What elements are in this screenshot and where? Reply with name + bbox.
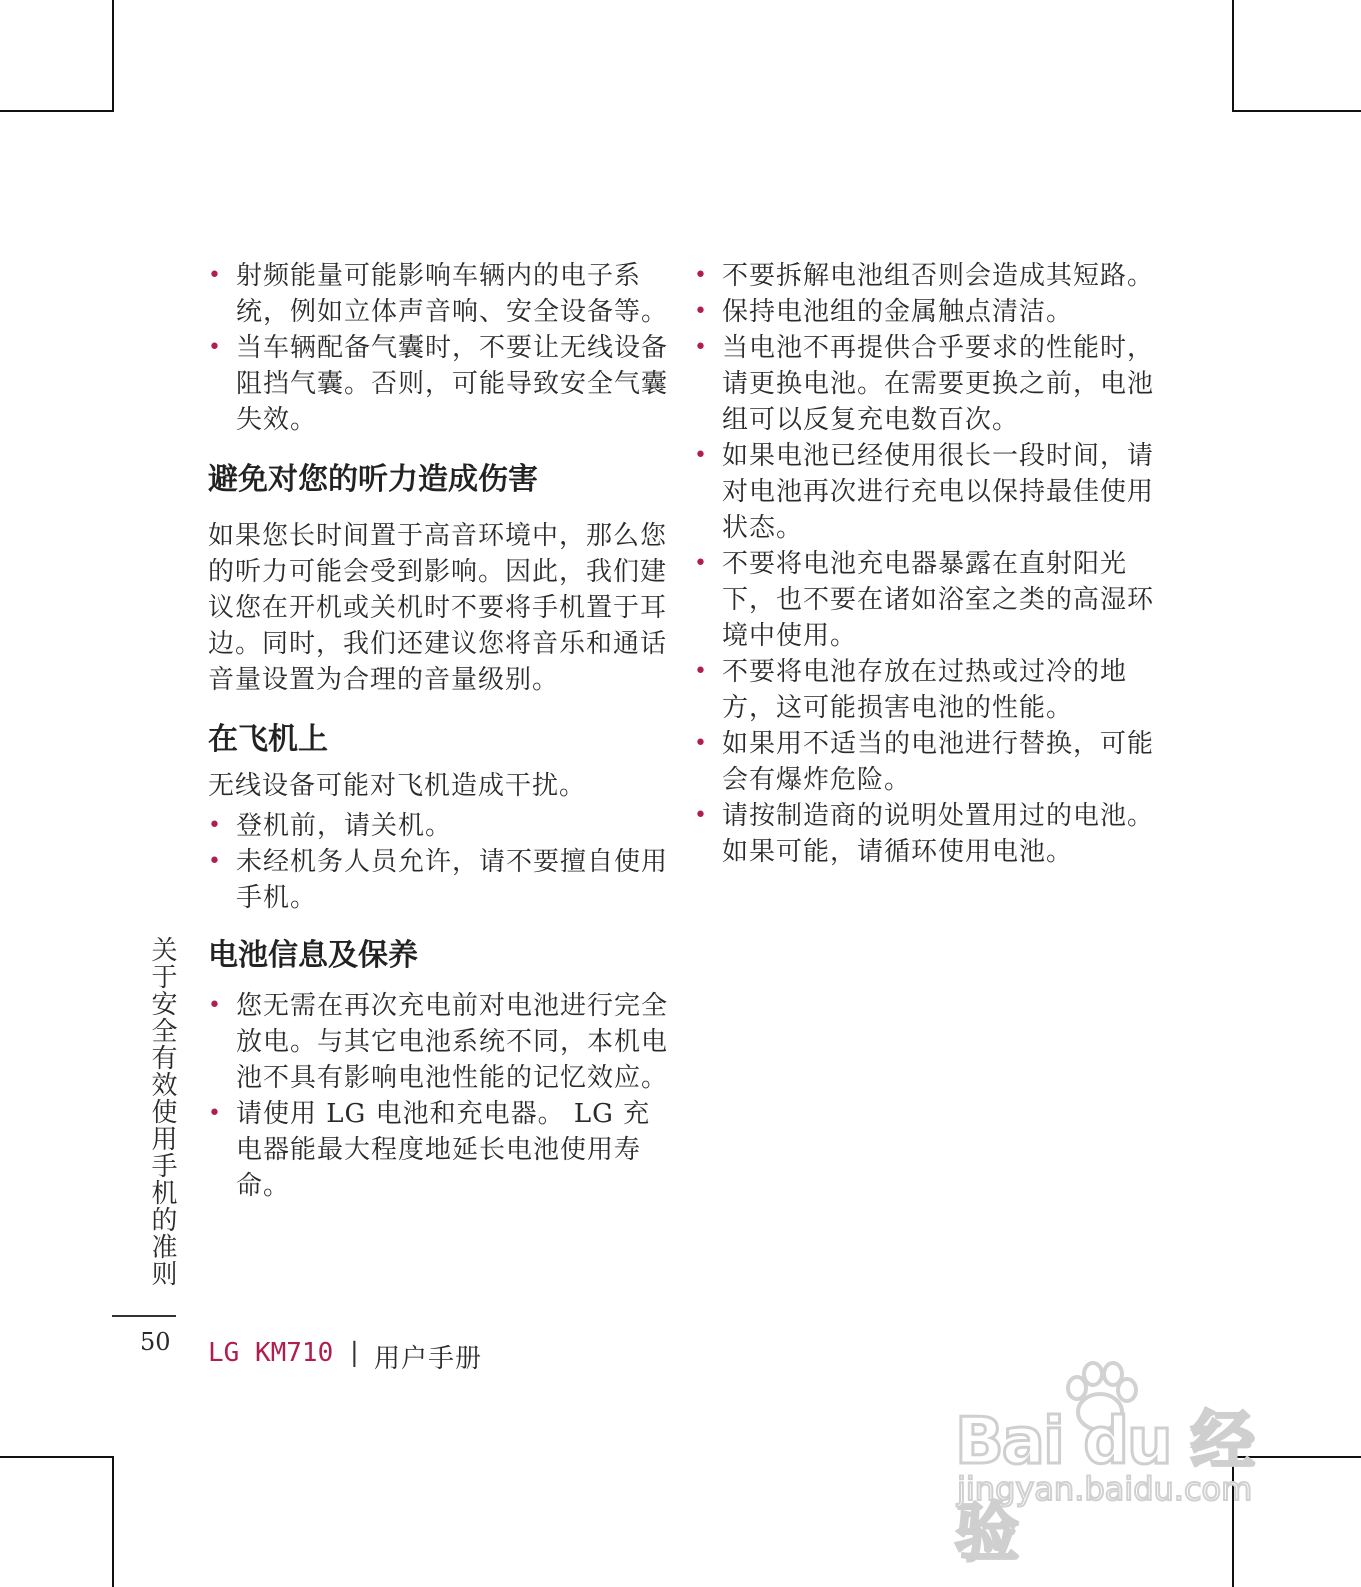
list-item-text: 不要将电池存放在过热或过冷的地方，这可能损害电池的性能。 [722,657,1128,723]
list-item [694,330,1154,438]
bullet-icon: • [208,263,222,288]
list-item-text: 未经机务人员允许，请不要擅自使用手机。 [236,847,669,913]
crop-mark-top-left-h [0,110,113,112]
bullet-icon: • [208,849,222,874]
list-item [208,1096,668,1204]
crop-mark-bottom-left-h [0,1456,113,1458]
list-item [694,438,1154,546]
bullet-icon: • [694,803,708,828]
list-item-text: 当车辆配备气囊时，不要让无线设备阻挡气囊。否则，可能导致安全气囊失效。 [236,333,669,435]
crop-mark-top-right-v [1232,0,1234,112]
list-item-text: 不要拆解电池组否则会造成其短路。 [722,261,1155,291]
aircraft-paragraph: 无线设备可能对飞机造成干扰。 [208,771,587,801]
list-item-text: 如果电池已经使用很长一段时间，请对电池再次进行充电以保持最佳使用状态。 [722,441,1155,543]
bullet-icon: • [208,335,222,360]
bullet-icon: • [694,551,708,576]
bullet-icon: • [208,1101,222,1126]
list-item [694,258,1154,294]
list-item [694,546,1154,654]
list-item [694,654,1154,726]
list-item-text: 保持电池组的金属触点清洁。 [722,297,1074,327]
bullet-icon: • [208,813,222,838]
footer-separator: | [350,1338,359,1368]
crop-mark-top-left-v [112,0,114,112]
list-item-text: 登机前，请关机。 [236,811,453,841]
list-item-text: 您无需在再次充电前对电池进行完全放电。与其它电池系统不同，本机电池不具有影响电池性能的记忆效应。 [236,991,669,1093]
list-item-text: 不要将电池充电器暴露在直射阳光下，也不要在诸如浴室之类的高湿环境中使用。 [722,549,1155,651]
list-item [694,798,1154,870]
list-item-text: 请按制造商的说明处置用过的电池。如果可能，请循环使用电池。 [722,801,1155,867]
page-number: 50 [140,1328,171,1356]
section-heading-hearing: 避免对您的听力造成伤害 [208,462,538,497]
hearing-paragraph: 如果您长时间置于高音环境中，那么您的听力可能会受到影响。因此，我们建议您在开机或关机时不要将手机置于耳边。同时，我们还建议您将音乐和通话音量设置为合理的音量级别。 [208,521,668,695]
bullet-icon: • [694,299,708,324]
aircraft-bullet-list [208,808,668,916]
intro-bullet-list [208,258,668,438]
list-item-text: 请使用 LG 电池和充电器。 LG 充电器能最大程度地延长电池使用寿命。 [236,1099,651,1201]
list-item-text: 如果用不适当的电池进行替换，可能会有爆炸危险。 [722,729,1155,795]
battery-care-bullet-list [694,258,1154,870]
list-item-text: 射频能量可能影响车辆内的电子系统，例如立体声音响、安全设备等。 [236,261,669,327]
battery-bullet-list [208,988,668,1204]
bullet-icon: • [694,659,708,684]
sidebar-divider [112,1315,176,1317]
list-item [208,988,668,1096]
baidu-watermark [955,1360,1285,1571]
list-item-text: 当电池不再提供合乎要求的性能时，请更换电池。在需要更换之前，电池组可以反复充电数百次。 [722,333,1155,435]
crop-mark-top-right-h [1232,110,1361,112]
bullet-icon: • [694,263,708,288]
crop-mark-bottom-left-v [112,1456,114,1587]
list-item [208,844,668,916]
section-heading-aircraft: 在飞机上 [208,722,328,757]
bullet-icon: • [694,335,708,360]
watermark-url: jingyan.baidu.com [957,1470,1253,1508]
list-item [694,294,1154,330]
watermark-logo-text: Bai du 经验 [955,1405,1253,1571]
list-item [208,808,668,844]
sidebar-section-title: 关于安全有效使用手机的准则 [147,936,177,1287]
left-column [208,258,668,1204]
list-item [208,330,668,438]
bullet-icon: • [208,993,222,1018]
bullet-icon: • [694,443,708,468]
list-item [694,726,1154,798]
list-item [208,258,668,330]
footer-brand-model: LG KM710 [208,1338,334,1368]
section-heading-battery: 电池信息及保养 [208,938,418,973]
footer-manual-label: 用户手册 [374,1344,483,1374]
bullet-icon: • [694,731,708,756]
right-column [694,258,1154,870]
